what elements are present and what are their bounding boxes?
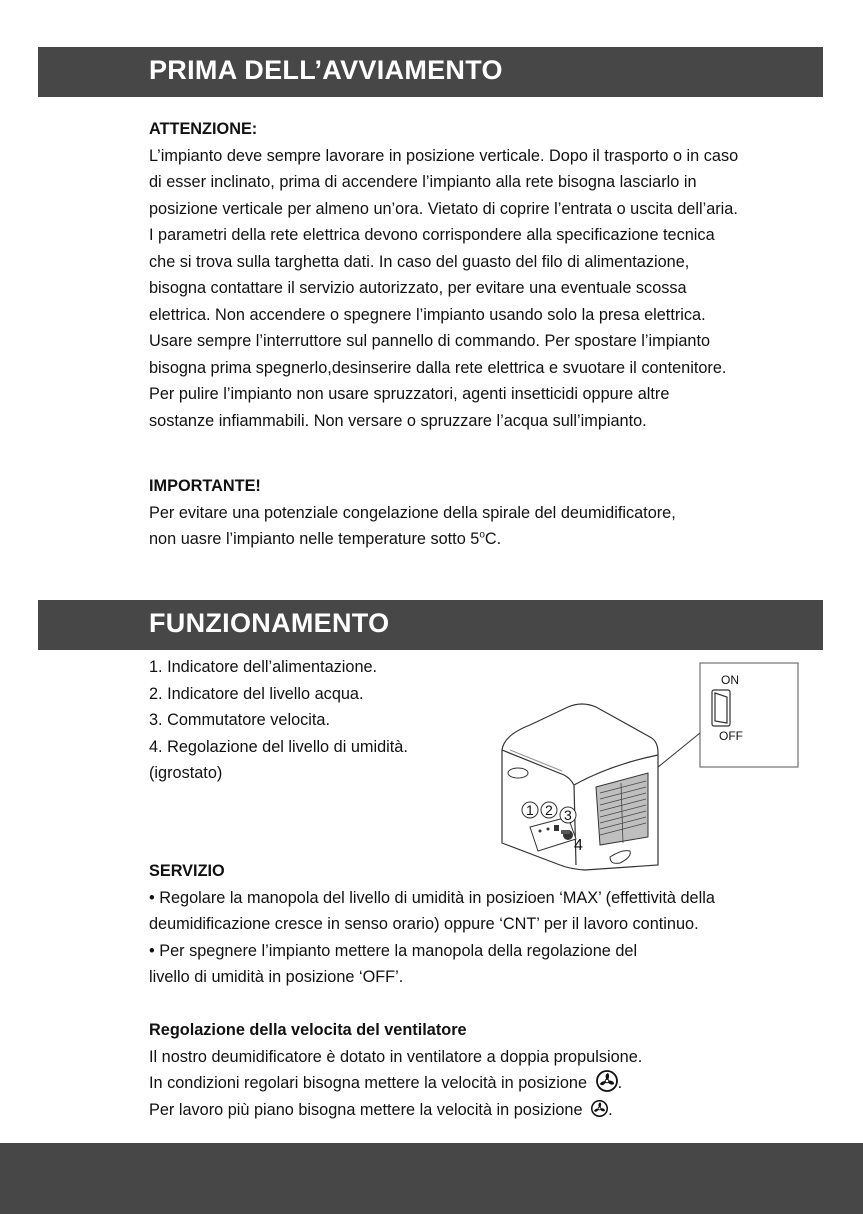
- important-heading: IMPORTANTE!: [149, 477, 261, 495]
- attention-line: Per pulire l’impianto non usare spruzzatori, agenti insetticidi oppure altre: [149, 385, 670, 403]
- fan-line: Il nostro deumidificatore è dotato in ventilatore a doppia propulsione.: [149, 1047, 643, 1066]
- section-banner-prima: [38, 47, 823, 97]
- service-heading: SERVIZIO: [149, 862, 225, 880]
- attention-block: [149, 116, 738, 434]
- attention-line: L’impianto deve sempre lavorare in posizione verticale. Dopo il trasporto o in caso: [149, 146, 739, 165]
- degree-symbol: o: [479, 529, 485, 541]
- callout-2-label: 2: [545, 802, 553, 818]
- callout-3-label: 3: [564, 807, 572, 823]
- important-line: [149, 526, 676, 553]
- attention-line: sostanze infiammabili. Non versare o spruzzare l’acqua sull’impianto.: [149, 411, 647, 430]
- service-line: • Per spegnere l’impianto mettere la manopola della regolazione del: [149, 941, 638, 960]
- list-item: (igrostato): [149, 764, 223, 782]
- attention-line: di esser inclinato, prima di accendere l’impianto alla rete bisogna lasciarlo in: [149, 173, 697, 191]
- section-title: FUNZIONAMENTO: [149, 608, 390, 638]
- fan-heading: Regolazione della velocita del ventilatore: [149, 1021, 467, 1039]
- attention-line: bisogna prima spegnerlo,desinserire dalla rete elettrica e svuotare il contenitore.: [149, 358, 727, 377]
- list-item: 3. Commutatore velocita.: [149, 711, 330, 729]
- indicator-list: [149, 654, 408, 787]
- fan-line: [149, 1097, 642, 1124]
- footer-bar: [0, 1143, 863, 1214]
- dehumidifier-diagram: [490, 655, 810, 875]
- attention-heading: ATTENZIONE:: [149, 120, 258, 138]
- fan-line-text: In condizioni regolari bisogna mettere la velocità in posizione: [149, 1074, 588, 1092]
- fan-line-end: .: [617, 1074, 623, 1092]
- logo-badge: [508, 768, 528, 778]
- service-line: deumidificazione cresce in senso orario) oppure ‘CNT’ per il lavoro continuo.: [149, 915, 699, 933]
- attention-line: elettrica. Non accendere o spegnere l’impianto usando solo la presa elettrica.: [149, 305, 706, 324]
- service-block: [149, 858, 715, 991]
- fan-line-text: Per lavoro più piano bisogna mettere la velocità in posizione: [149, 1100, 583, 1119]
- section-title: PRIMA DELL’AVVIAMENTO: [149, 55, 503, 85]
- attention-line: bisogna contattare il servizio autorizzato, per evitare una eventuale scossa: [149, 279, 687, 297]
- list-item: 4. Regolazione del livello di umidità.: [149, 737, 408, 756]
- service-line: livello di umidità in posizione ‘OFF’.: [149, 968, 404, 986]
- attention-line: che si trova sulla targhetta dati. In caso del guasto del filo di alimentazione,: [149, 252, 690, 271]
- important-line: Per evitare una potenziale congelazione della spirale del deumidificatore,: [149, 503, 676, 522]
- important-unit: C.: [484, 530, 502, 548]
- fan-line-end: .: [608, 1100, 613, 1119]
- switch-off-label: OFF: [719, 729, 743, 743]
- fan-low-speed-icon: [591, 1100, 608, 1117]
- switch-on-label: ON: [721, 673, 739, 687]
- attention-line: I parametri della rete elettrica devono corrispondere alla specificazione tecnica: [149, 226, 715, 244]
- callout-4-label: 4: [574, 837, 583, 854]
- important-block: [149, 473, 676, 553]
- service-line: • Regolare la manopola del livello di umidità in posizioen ‘MAX’ (effettività della: [149, 888, 715, 907]
- list-item: 2. Indicatore del livello acqua.: [149, 684, 364, 703]
- fan-speed-block: [149, 1017, 642, 1123]
- section-banner-funzionamento: [38, 600, 823, 650]
- callout-1-label: 1: [526, 802, 534, 818]
- attention-line: posizione verticale per almeno un’ora. Vietato di coprire l’entrata o uscita dell’aria.: [149, 199, 738, 218]
- attention-line: Usare sempre l’interruttore sul pannello di commando. Per spostare l’impianto: [149, 332, 711, 350]
- important-text: non uasre l’impianto nelle temperature sotto 5: [149, 530, 480, 548]
- fan-high-speed-icon: [596, 1070, 618, 1092]
- fan-line: [149, 1070, 642, 1097]
- list-item: 1. Indicatore dell’alimentazione.: [149, 658, 378, 676]
